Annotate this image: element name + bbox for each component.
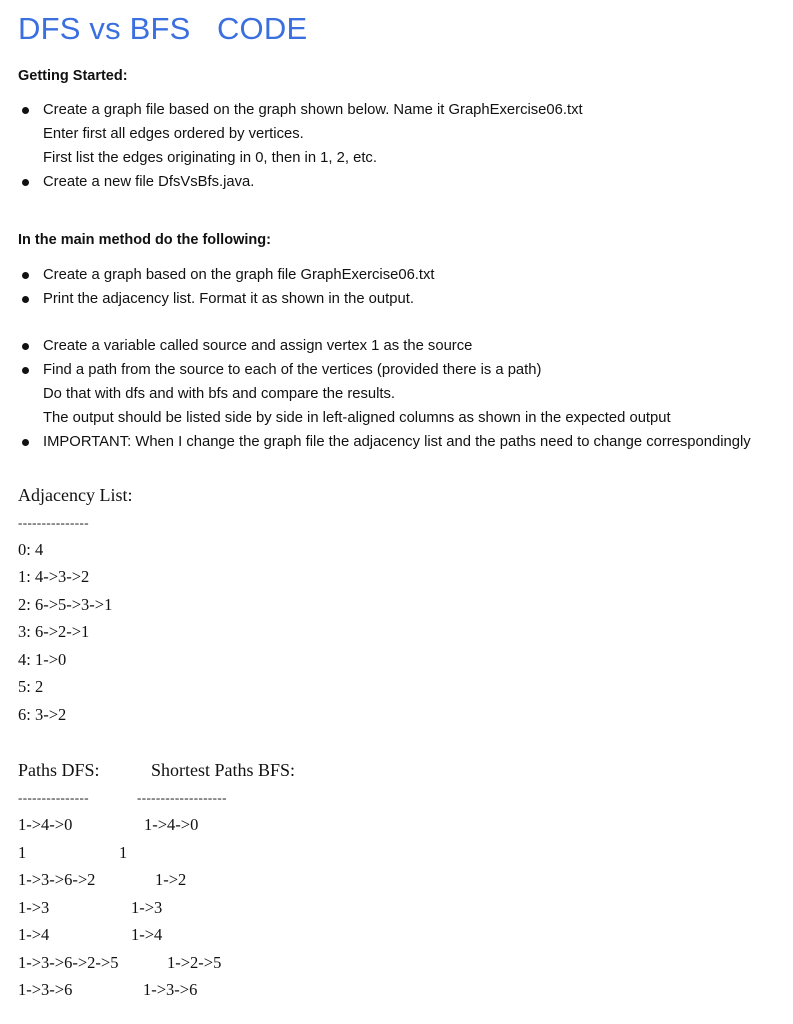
- list-item-continuation: First list the edges originating in 0, then in 1, 2, etc.: [43, 150, 377, 166]
- bfs-path: 1->2: [155, 870, 187, 889]
- main-method-list-a: [18, 263, 435, 311]
- bullet-icon: [22, 107, 29, 114]
- bfs-path: 1->4->0: [144, 815, 199, 834]
- dfs-paths-heading: Paths DFS:: [18, 760, 100, 780]
- main-method-list-b: [18, 334, 751, 454]
- bfs-path: 1->3: [131, 898, 163, 917]
- bfs-path: 1->3->6: [143, 980, 198, 999]
- list-item: IMPORTANT: When I change the graph file the adjacency list and the paths need to change correspondingly: [18, 430, 751, 454]
- dfs-path: 1->4: [18, 925, 50, 944]
- list-item: Create a graph file based on the graph shown below. Name it GraphExercise06.txt: [18, 98, 583, 122]
- dfs-path: 1->3: [18, 898, 50, 917]
- bfs-path: 1->4: [131, 925, 163, 944]
- bfs-paths-heading: Shortest Paths BFS:: [151, 760, 296, 780]
- main-method-heading: In the main method do the following:: [18, 232, 271, 248]
- list-item-continuation: The output should be listed side by side in left-aligned columns as shown in the expected output: [43, 410, 671, 426]
- dfs-path: 1->3->6: [18, 980, 73, 999]
- adjacency-row: 1: 4->3->2: [18, 567, 90, 586]
- list-item-continuation: Enter first all edges ordered by vertices.: [43, 126, 304, 142]
- getting-started-list: [18, 98, 583, 194]
- list-item: Create a new file DfsVsBfs.java.: [18, 170, 583, 194]
- getting-started-heading: Getting Started:: [18, 68, 128, 84]
- list-item-continuation: Do that with dfs and with bfs and compare the results.: [43, 386, 396, 402]
- bullet-icon: [22, 343, 29, 350]
- adjacency-separator: ---------------: [18, 515, 89, 530]
- bullet-icon: [22, 439, 29, 446]
- bullet-icon: [22, 179, 29, 186]
- bullet-icon: [22, 272, 29, 279]
- dfs-path: 1: [18, 843, 27, 862]
- adjacency-heading: Adjacency List:: [18, 485, 133, 505]
- bfs-separator: -------------------: [137, 790, 227, 805]
- bullet-icon: [22, 296, 29, 303]
- list-item: Create a variable called source and assign vertex 1 as the source: [18, 334, 751, 358]
- adjacency-row: 0: 4: [18, 540, 44, 559]
- adjacency-row: 3: 6->2->1: [18, 622, 90, 641]
- list-item: Print the adjacency list. Format it as shown in the output.: [18, 287, 435, 311]
- adjacency-row: 5: 2: [18, 677, 44, 696]
- adjacency-row: 2: 6->5->3->1: [18, 595, 113, 614]
- list-item: Find a path from the source to each of the vertices (provided there is a path): [18, 358, 751, 382]
- dfs-path: 1->3->6->2: [18, 870, 96, 889]
- adjacency-row: 6: 3->2: [18, 705, 67, 724]
- dfs-separator: ---------------: [18, 790, 89, 805]
- bullet-icon: [22, 367, 29, 374]
- dfs-path: 1->3->6->2->5: [18, 953, 119, 972]
- list-item: Create a graph based on the graph file GraphExercise06.txt: [18, 263, 435, 287]
- bfs-path: 1: [119, 843, 128, 862]
- bfs-path: 1->2->5: [167, 953, 222, 972]
- dfs-path: 1->4->0: [18, 815, 73, 834]
- adjacency-row: 4: 1->0: [18, 650, 67, 669]
- page-title: DFS vs BFS CODE: [18, 11, 308, 46]
